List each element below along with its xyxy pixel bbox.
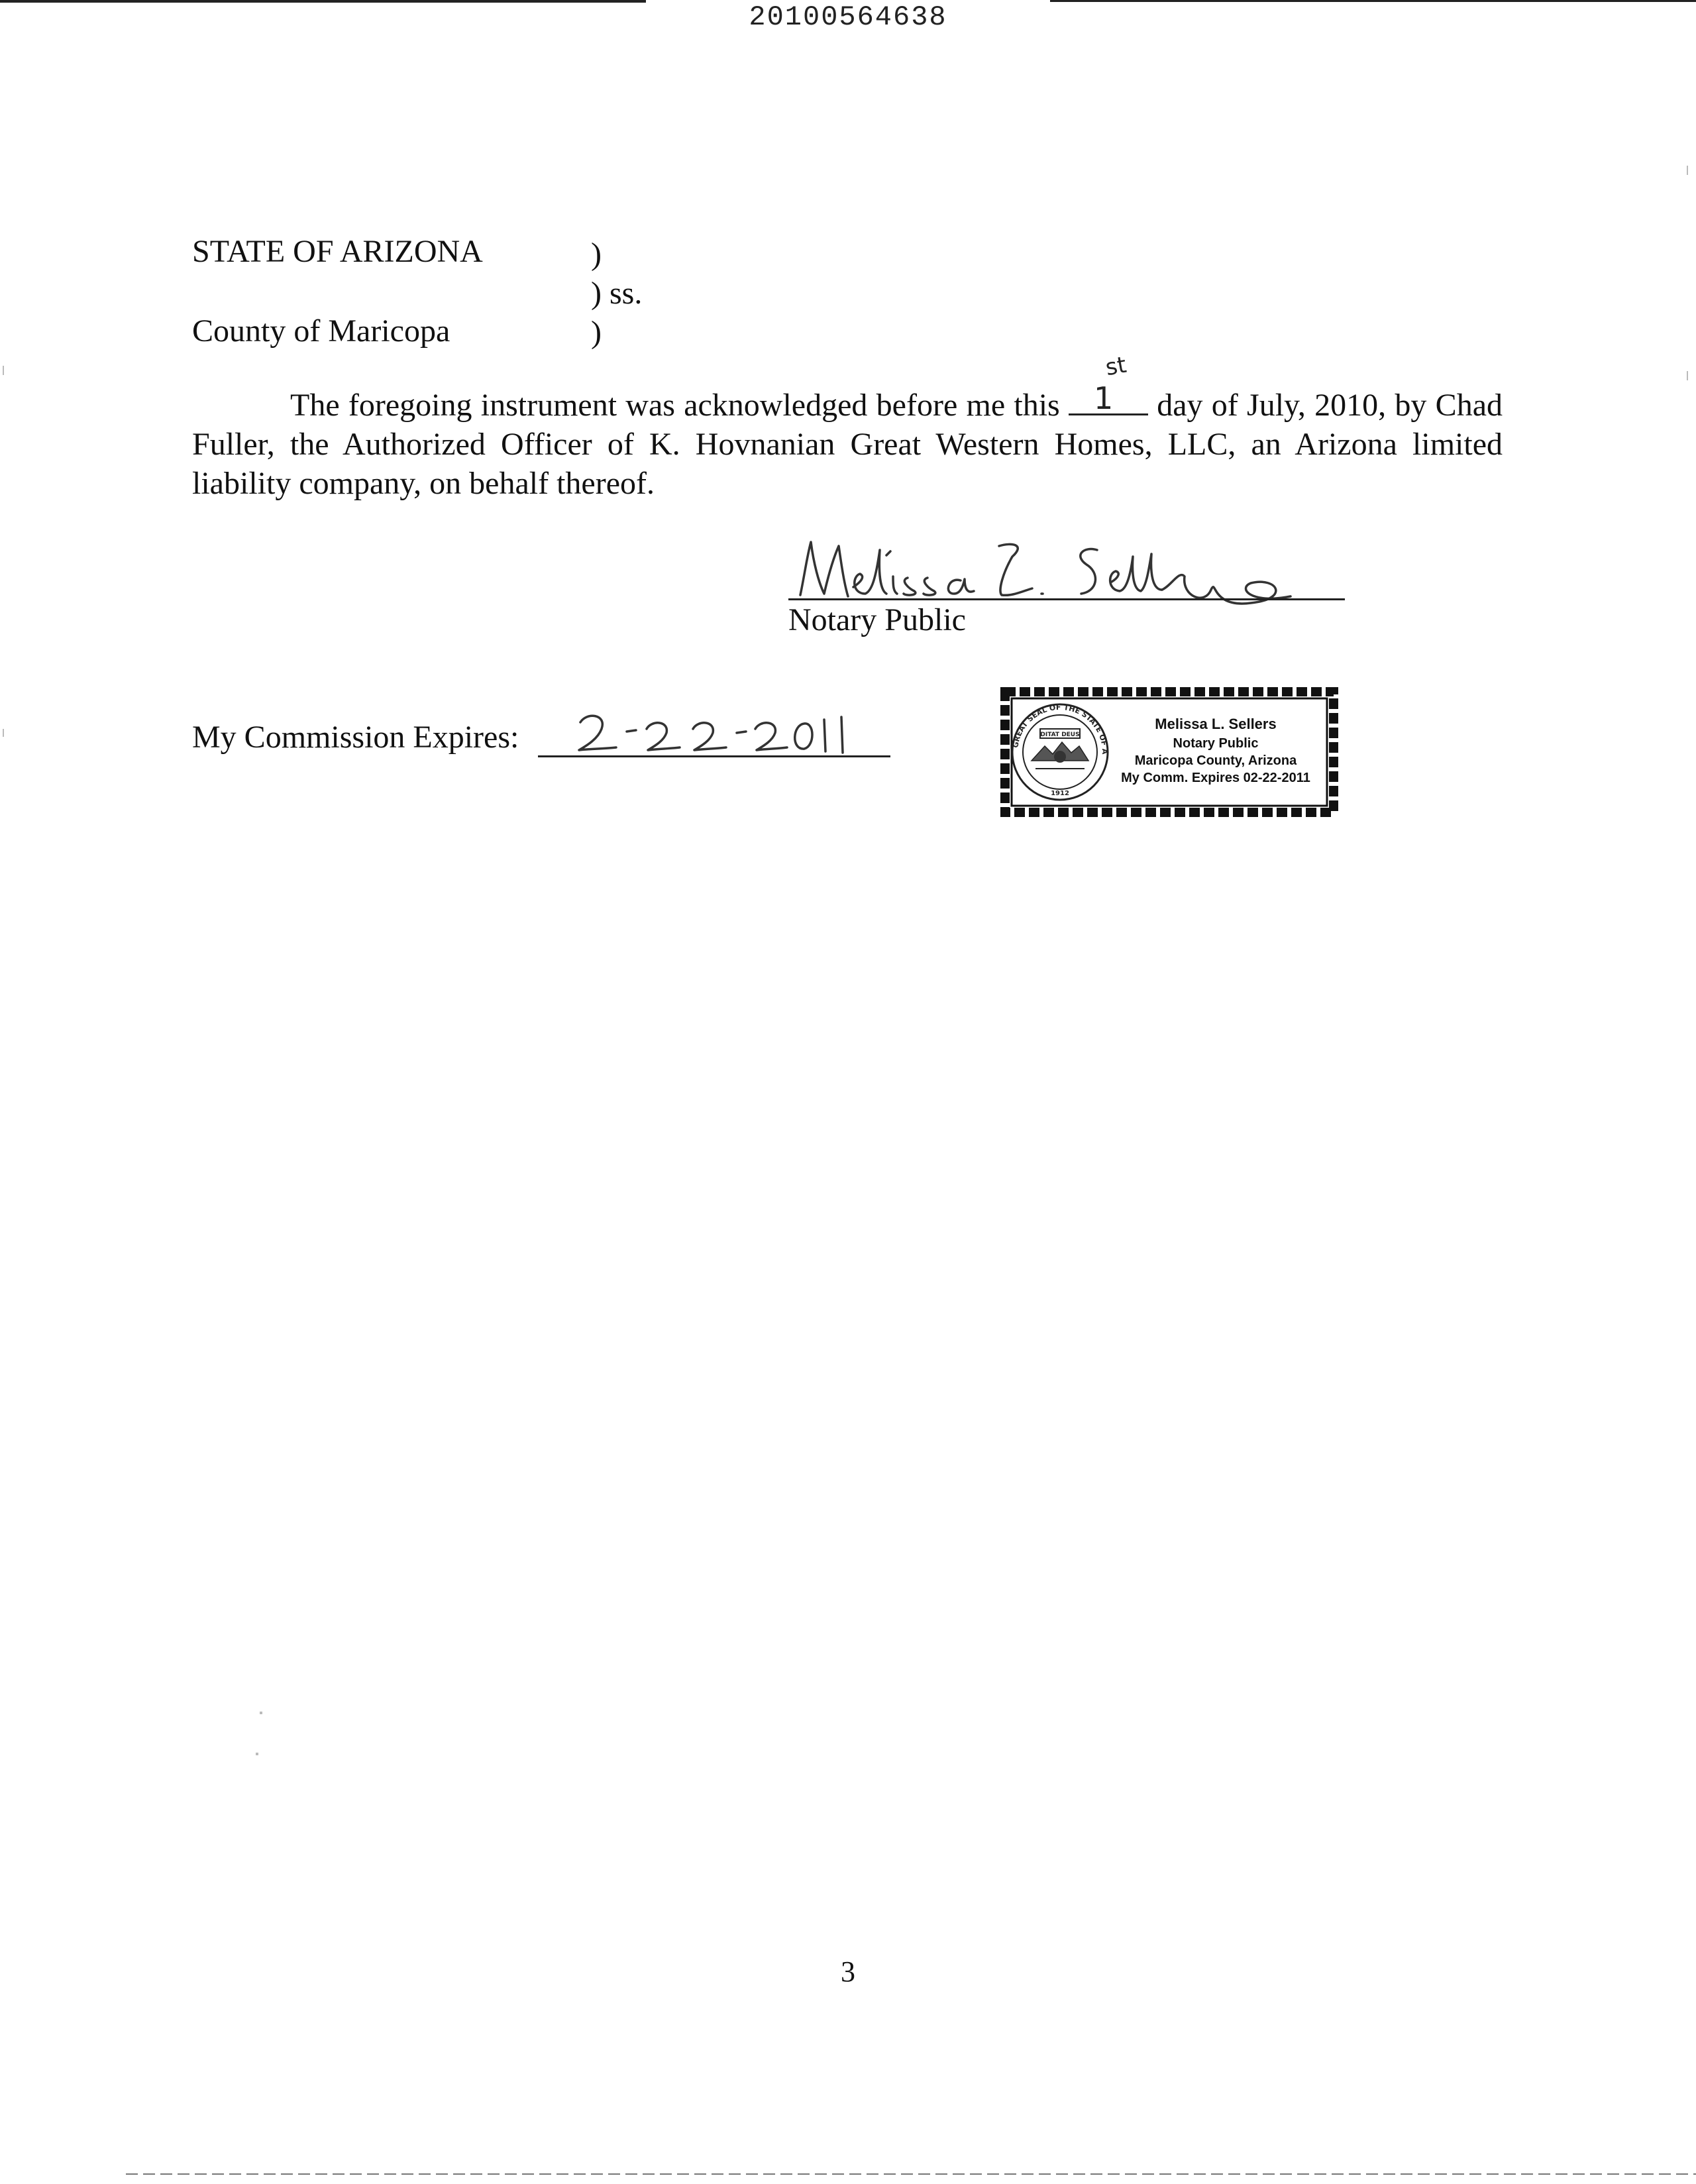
day-blank	[1069, 351, 1148, 416]
page-number: 3	[841, 1955, 855, 1988]
ack-text-end: day of July, 2010, by Chad Fuller, the Authorized Officer of K. Hovnanian Great Western Homes, LLC, an Arizona limited liability company, on behalf thereof.	[192, 388, 1503, 501]
stamp-notary-name: Melissa L. Sellers	[1155, 716, 1277, 732]
scan-speck	[3, 366, 4, 375]
notary-stamp	[997, 682, 1342, 825]
handwritten-day-suffix: st	[1103, 351, 1129, 382]
scan-speck	[256, 1753, 258, 1755]
venue-ss: ) ss.	[591, 276, 643, 311]
seal-ring-text: GREAT SEAL OF THE STATE OF A	[1011, 702, 1110, 755]
scan-speck	[260, 1712, 262, 1714]
seal-year: 1912	[1051, 790, 1069, 797]
handwritten-day: 1	[1093, 380, 1114, 416]
commission-date-line	[538, 755, 890, 757]
ack-text-start: The foregoing instrument was acknowledged before me this	[290, 388, 1060, 423]
venue-state: STATE OF ARIZONA	[192, 234, 483, 269]
notary-public-label: Notary Public	[788, 602, 966, 637]
recording-number: 20100564638	[749, 1, 947, 33]
acknowledgment-paragraph	[192, 351, 1503, 503]
scan-speck	[3, 729, 4, 737]
notary-stamp-graphic	[997, 682, 1342, 822]
venue-county: County of Maricopa	[192, 313, 450, 349]
scan-bottom-edge	[126, 2173, 1696, 2175]
commission-date-handwriting	[570, 702, 874, 762]
seal-motto: DITAT DEUS	[1040, 732, 1080, 738]
venue-paren-1: )	[591, 237, 602, 272]
stamp-title: Notary Public	[1173, 736, 1259, 751]
commission-label: My Commission Expires:	[192, 720, 519, 755]
stamp-county: Maricopa County, Arizona	[1134, 753, 1297, 768]
scan-speck	[1687, 371, 1688, 380]
stamp-expires: My Comm. Expires 02-22-2011	[1121, 771, 1310, 785]
scan-speck	[1687, 166, 1688, 175]
venue-paren-2: )	[591, 315, 602, 350]
